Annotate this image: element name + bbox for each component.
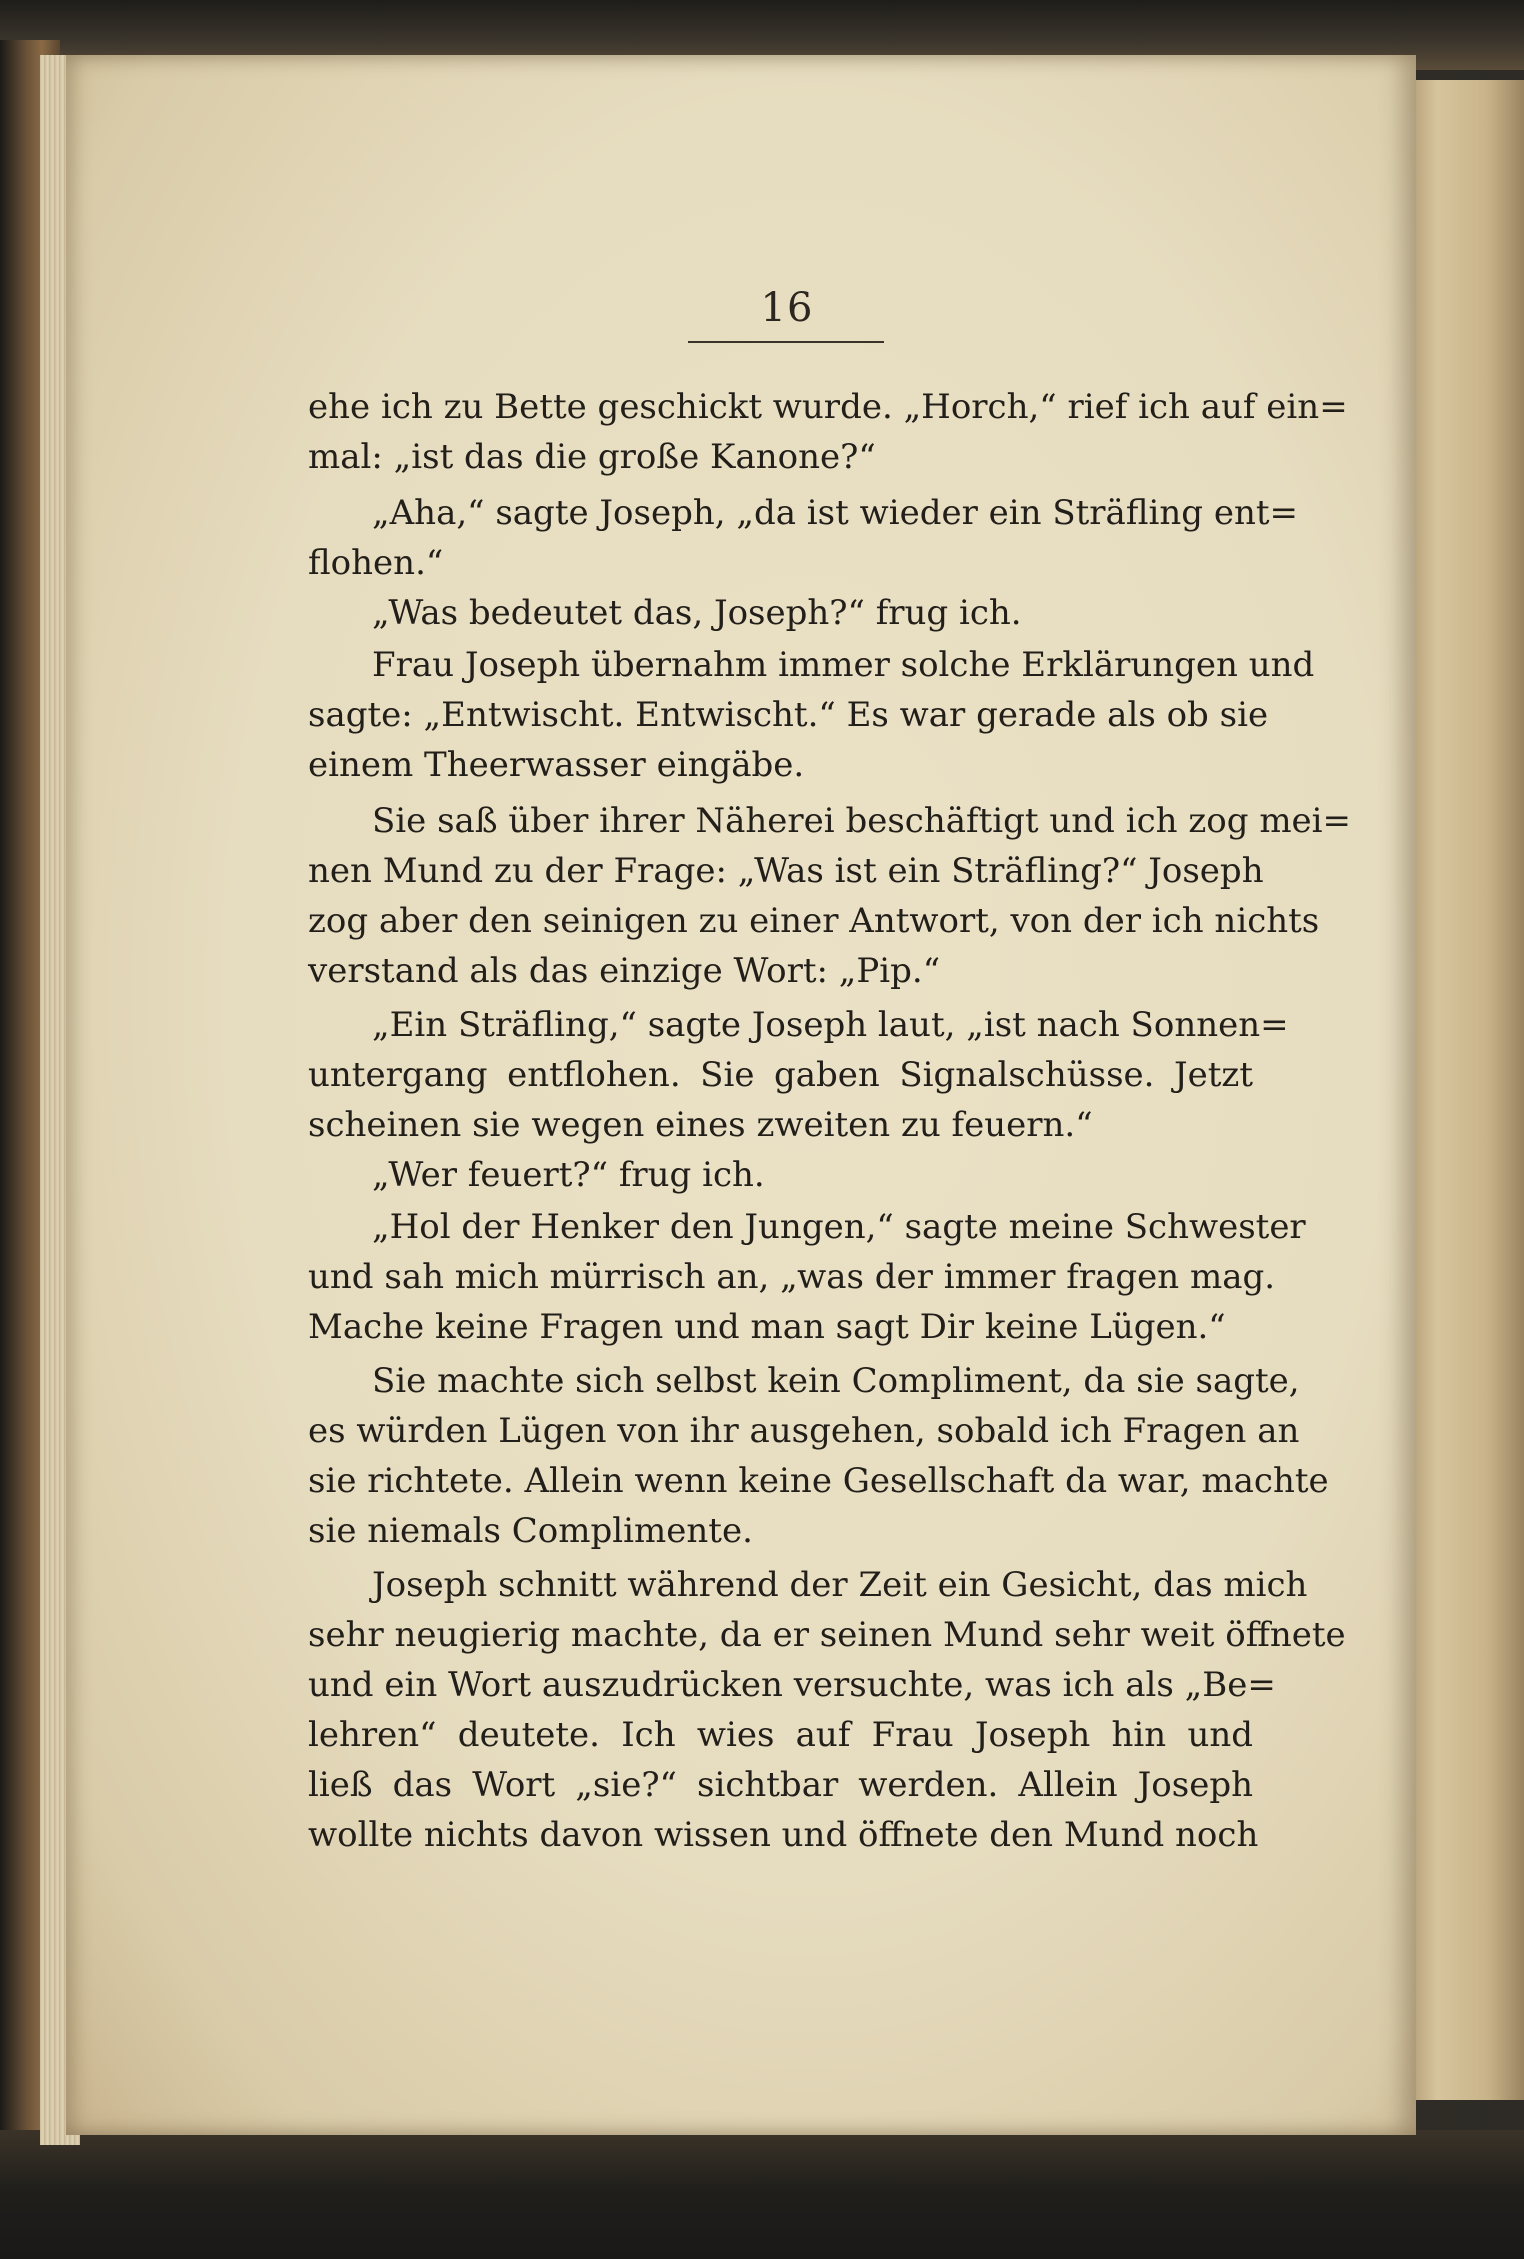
text-line: mal: „ist das die große Kanone?“ — [308, 437, 876, 477]
text-line: scheinen sie wegen eines zweiten zu feuern.“ — [308, 1105, 1093, 1145]
cover-board-bottom — [0, 2130, 1524, 2259]
text-line: einem Theerwasser eingäbe. — [308, 745, 805, 785]
text-line: es würden Lügen von ihr ausgehen, sobald ich Fragen an — [308, 1411, 1300, 1451]
text-line: ließ das Wort „sie?“ sichtbar werden. Allein Joseph — [308, 1765, 1253, 1805]
text-line: Joseph schnitt während der Zeit ein Gesicht, das mich — [372, 1565, 1308, 1605]
text-line: „Was bedeutet das, Joseph?“ frug ich. — [372, 593, 1022, 633]
text-line: wollte nichts davon wissen und öffnete den Mund noch — [308, 1815, 1259, 1855]
text-line: und sah mich mürrisch an, „was der immer fragen mag. — [308, 1257, 1276, 1297]
text-line: „Wer feuert?“ frug ich. — [372, 1155, 765, 1195]
text-line: „Hol der Henker den Jungen,“ sagte meine Schwester — [372, 1207, 1306, 1247]
text-line: flohen.“ — [308, 543, 444, 583]
text-line: untergang entflohen. Sie gaben Signalschüsse. Jetzt — [308, 1055, 1253, 1095]
text-line: sagte: „Entwischt. Entwischt.“ Es war gerade als ob sie — [308, 695, 1269, 735]
text-line: Frau Joseph übernahm immer solche Erklärungen und — [372, 645, 1315, 685]
text-line: sehr neugierig machte, da er seinen Mund sehr weit öffnete — [308, 1615, 1346, 1655]
text-line: und ein Wort auszudrücken versuchte, was ich als „Be= — [308, 1665, 1276, 1705]
text-line: lehren“ deutete. Ich wies auf Frau Joseph hin und — [308, 1715, 1253, 1755]
text-line: zog aber den seinigen zu einer Antwort, von der ich nichts — [308, 901, 1320, 941]
text-line: „Aha,“ sagte Joseph, „da ist wieder ein Sträfling ent= — [372, 493, 1299, 533]
text-line: verstand als das einzige Wort: „Pip.“ — [308, 951, 941, 991]
next-page-edge — [1400, 80, 1524, 2100]
text-line: ehe ich zu Bette geschickt wurde. „Horch,“ rief ich auf ein= — [308, 387, 1348, 427]
text-line: sie richtete. Allein wenn keine Gesellschaft da war, machte — [308, 1461, 1329, 1501]
page-number: 16 — [760, 285, 814, 331]
text-line: Sie machte sich selbst kein Compliment, da sie sagte, — [372, 1361, 1300, 1401]
text-line: Mache keine Fragen und man sagt Dir keine Lügen.“ — [308, 1307, 1226, 1347]
text-line: Sie saß über ihrer Näherei beschäftigt und ich zog mei= — [372, 801, 1352, 841]
header-rule — [688, 341, 884, 343]
text-line: nen Mund zu der Frage: „Was ist ein Sträfling?“ Joseph — [308, 851, 1264, 891]
text-line: sie niemals Complimente. — [308, 1511, 753, 1551]
text-line: „Ein Sträfling,“ sagte Joseph laut, „ist nach Sonnen= — [372, 1005, 1289, 1045]
